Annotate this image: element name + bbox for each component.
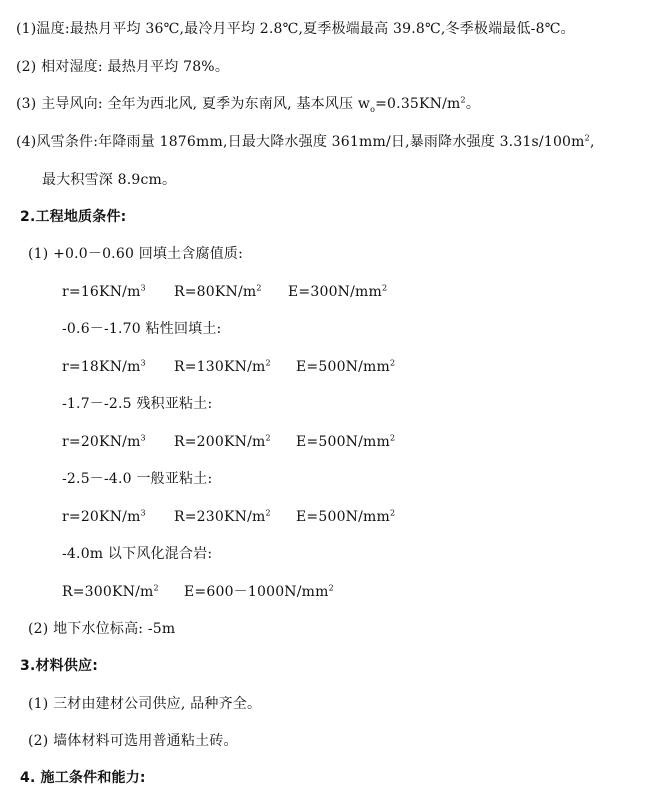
layer5-R: $R=300KN/m^2$ [62, 583, 159, 600]
groundwater-line: (2) 地下水位标高: -5m [28, 621, 176, 637]
geology-heading: 2.工程地质条件: [20, 209, 127, 225]
layer3-values [62, 433, 395, 451]
construction-heading: 4. 施工条件和能力: [20, 770, 146, 786]
layer1-r: $r=16KN/m^3$ [62, 283, 146, 300]
layer2-title: -0.6－-1.70 粘性回填土: [62, 321, 222, 337]
layer3-R: $R=200KN/m^2$ [174, 433, 271, 450]
layer2-r: $r=18KN/m^3$ [62, 358, 146, 375]
layer2-values [62, 358, 395, 376]
snow-line: 最大积雪深 8.9cm。 [42, 172, 177, 188]
layer3-E: $E=500N/mm^2$ [296, 433, 396, 450]
layer2-E: $E=500N/mm^2$ [296, 358, 396, 375]
rain-line: (4)风雪条件:年降雨量 1876mm,日最大降水强度 361mm/日,暴雨降水强度 $3.31s/100m^2$, [16, 133, 595, 150]
layer1-R: $R=80KN/m^2$ [174, 283, 262, 300]
humidity-line: (2) 相对湿度: 最热月平均 78%。 [16, 59, 230, 75]
materials-item-1: (1) 三材由建材公司供应, 品种齐全。 [28, 696, 262, 712]
layer5-title: -4.0m 以下风化混合岩: [62, 546, 213, 562]
layer4-R: $R=230KN/m^2$ [174, 508, 271, 525]
layer4-title: -2.5－-4.0 一般亚粘土: [62, 471, 213, 487]
layer1-title: (1) +0.0－0.60 回填土含腐值质: [28, 246, 244, 262]
layer3-title: -1.7－-2.5 残积亚粘土: [62, 396, 213, 412]
layer4-E: $E=500N/mm^2$ [296, 508, 396, 525]
layer3-r: $r=20KN/m^3$ [62, 433, 146, 450]
layer4-r: $r=20KN/m^3$ [62, 508, 146, 525]
layer1-E: $E=300N/mm^2$ [288, 283, 388, 300]
temperature-line: (1)温度:最热月平均 36℃,最冷月平均 2.8℃,夏季极端最高 39.8℃,冬季极端最低-8℃。 [16, 21, 575, 37]
layer1-values [62, 283, 387, 301]
layer5-values [62, 583, 334, 601]
wind-line: (3) 主导风向: 全年为西北风, 夏季为东南风, 基本风压 $w_o=0.35KN/m^2$。 [16, 95, 481, 114]
layer4-values [62, 508, 395, 526]
layer5-E: $E=600-1000N/mm^2$ [184, 583, 334, 600]
layer2-R: $R=130KN/m^2$ [174, 358, 271, 375]
materials-item-2: (2) 墙体材料可选用普通粘土砖。 [28, 733, 238, 749]
materials-heading: 3.材料供应: [20, 658, 99, 674]
